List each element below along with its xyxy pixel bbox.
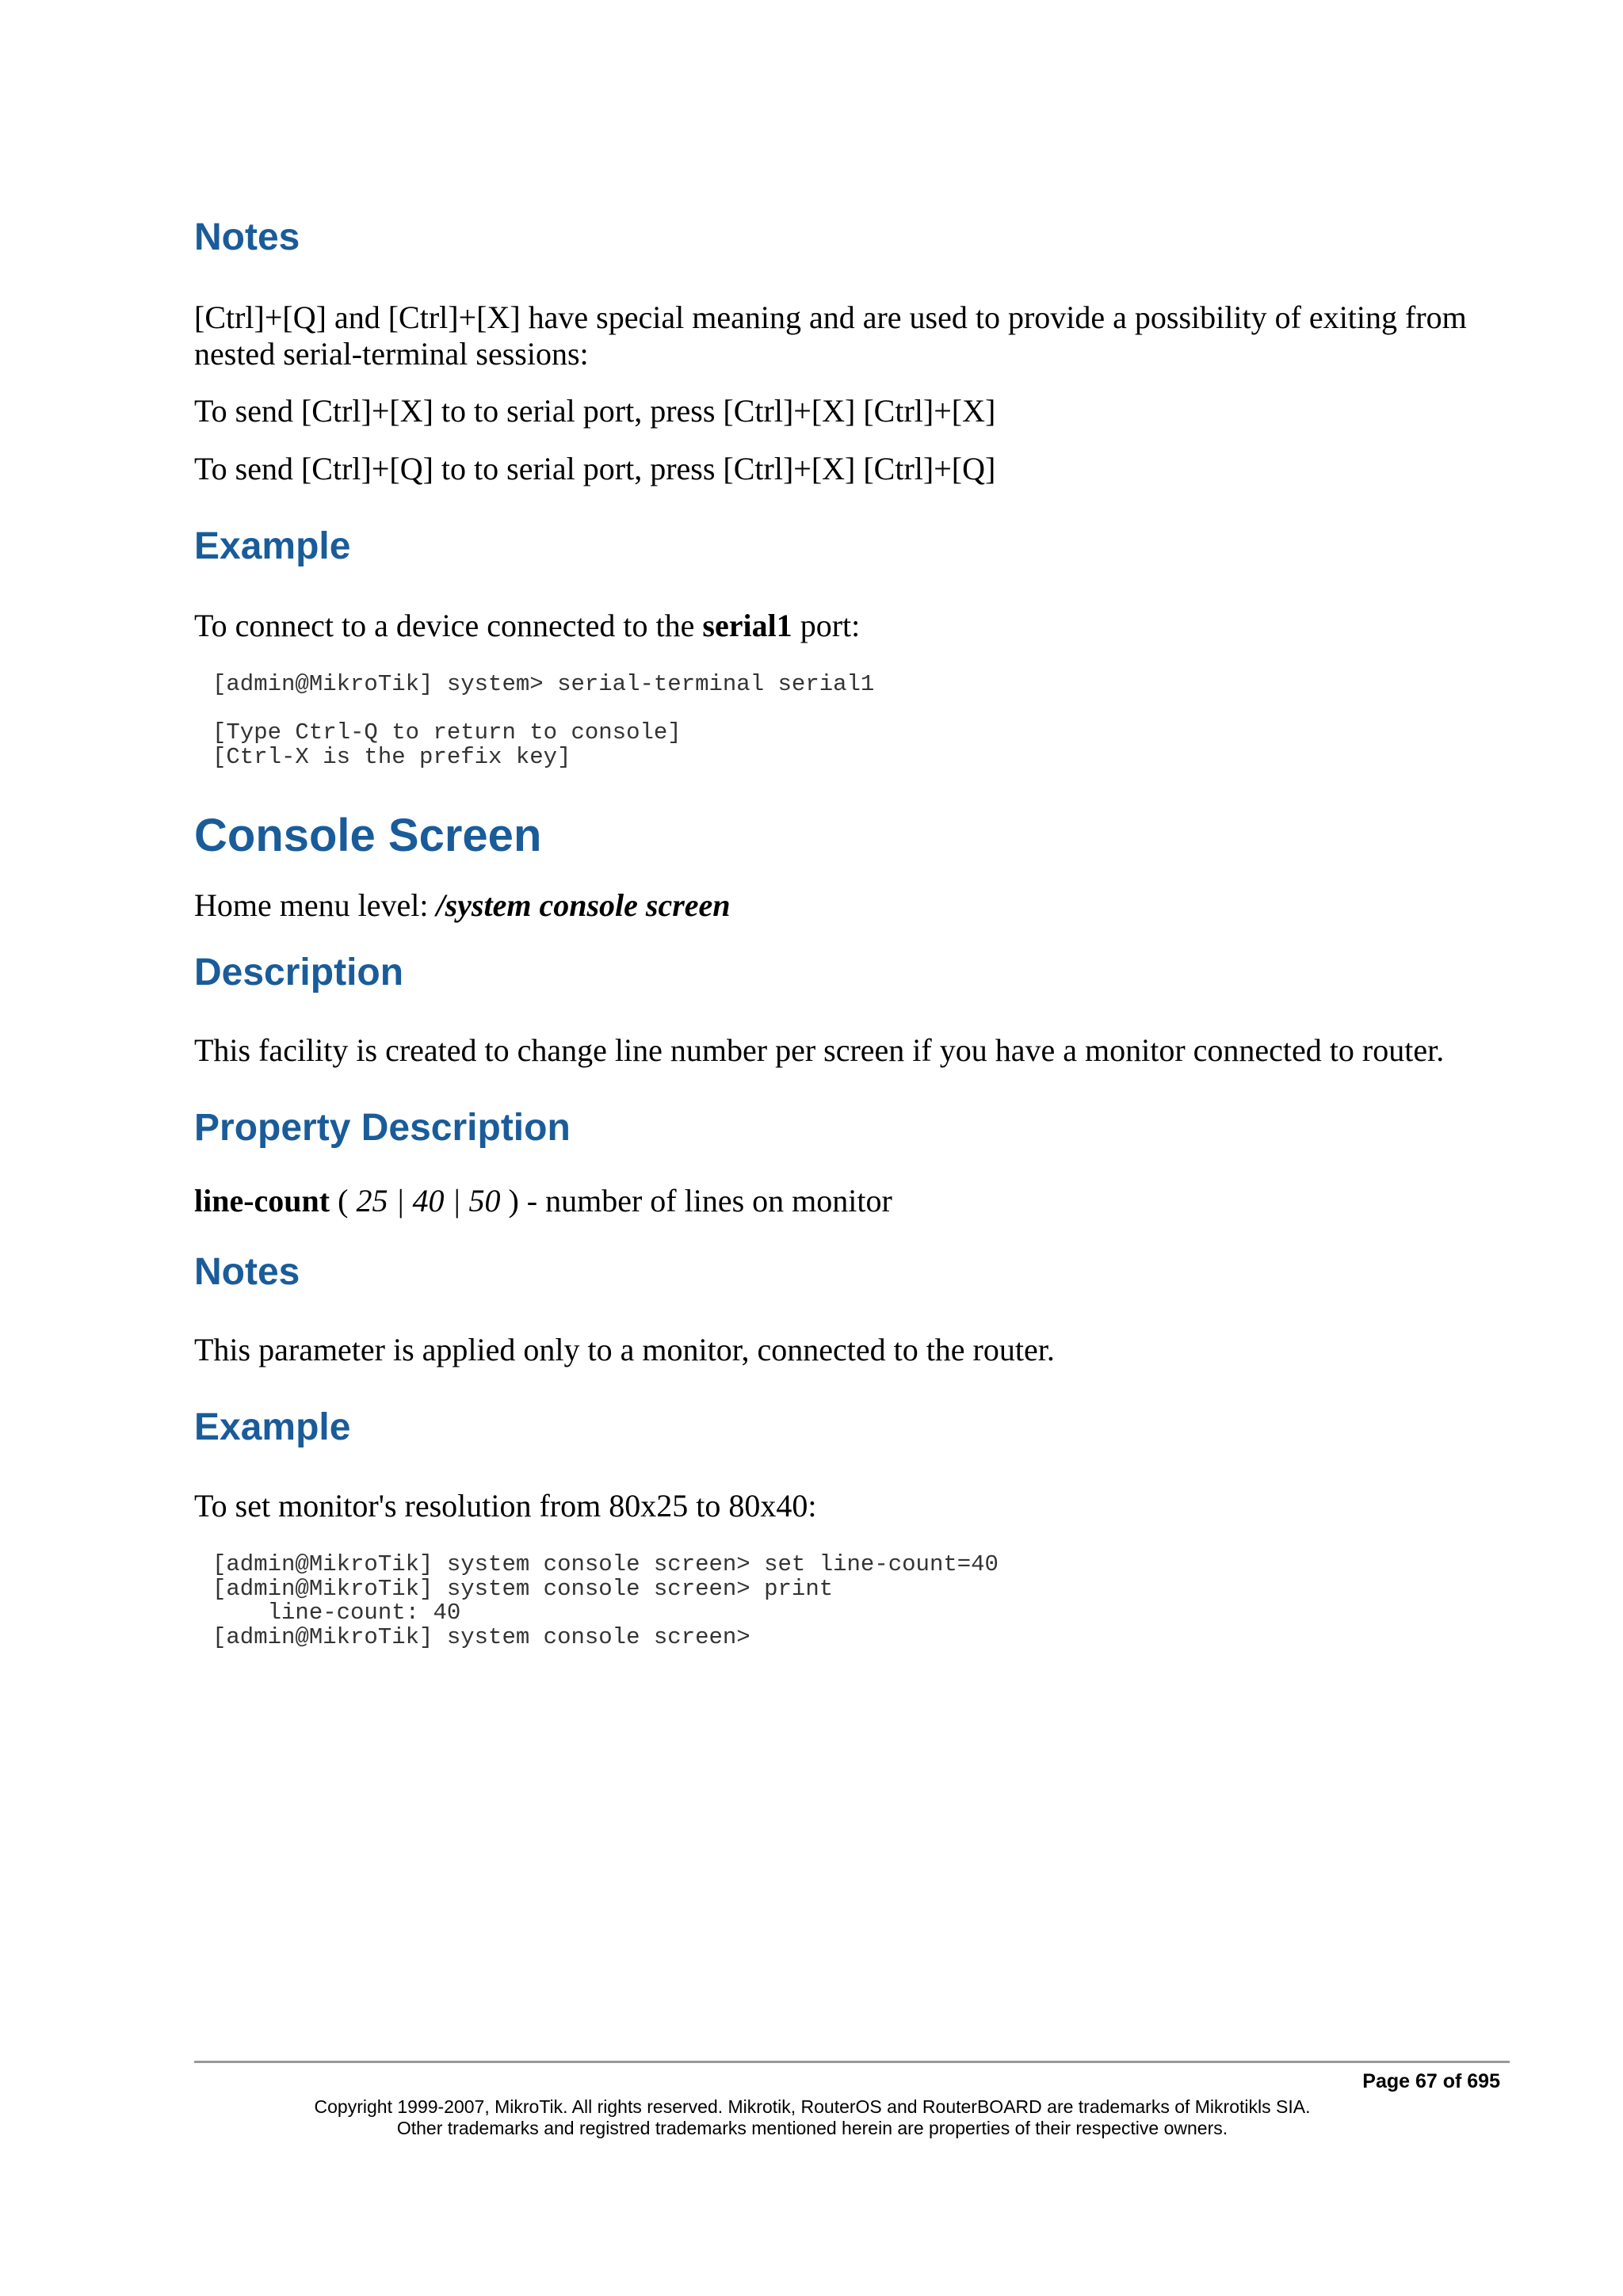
home-menu-path: /system console screen [436,887,731,923]
notes-heading-2: Notes [194,1251,300,1293]
code-block-console-screen: [admin@MikroTik] system console screen> set line-count=40 [admin@MikroTik] system console screen> print line-count: 40 [admin@MikroTik] system console screen> [212,1551,999,1650]
notes-text-2: This parameter is applied only to a monitor, connected to the router. [194,1332,1055,1367]
property-open-paren: ( [330,1183,357,1219]
copyright-line-1: Copyright 1999-2007, MikroTik. All rights reserved. Mikrotik, RouterOS and RouterBOARD are trademarks of Mikrotikls SIA. [314,2096,1311,2117]
property-description-heading: Property Description [194,1107,571,1149]
notes-heading: Notes [194,216,300,258]
property-description-text: ) - number of lines on monitor [500,1183,892,1219]
example-intro-2: To set monitor's resolution from 80x25 to 80x40: [194,1488,817,1524]
home-menu-label: Home menu level: [194,887,437,923]
property-line-count [194,1183,1526,1219]
example-intro-text: To connect to a device connected to the [194,608,703,643]
property-values: 25 | 40 | 50 [356,1183,501,1219]
serial-port-name: serial1 [702,608,792,643]
description-text: This facility is created to change line number per screen if you have a monitor connected to router. [194,1032,1445,1068]
notes-paragraph-2: To send [Ctrl]+[X] to to serial port, press [Ctrl]+[X] [Ctrl]+[X] [194,393,996,429]
example-intro-suffix: port: [792,608,861,643]
notes-paragraph-1: [Ctrl]+[Q] and [Ctrl]+[X] have special meaning and are used to provide a possibility of exiting from nested serial-terminal sessions: [194,299,1467,372]
page-number: Page 67 of 695 [1362,2070,1500,2092]
notes-paragraph-3: To send [Ctrl]+[Q] to to serial port, press [Ctrl]+[X] [Ctrl]+[Q] [194,451,996,486]
description-heading: Description [194,952,404,994]
property-name: line-count [194,1183,330,1219]
example-heading-2: Example [194,1406,351,1448]
section-title: Console Screen [194,810,542,861]
code-block-serial-terminal: [admin@MikroTik] system> serial-terminal serial1 [Type Ctrl-Q to return to console] [Ctrl-X is the prefix key] [212,671,875,770]
example-heading: Example [194,525,351,567]
home-menu-level [194,887,1526,924]
footer-divider [194,2061,1510,2063]
copyright-line-2: Other trademarks and registred trademarks mentioned herein are properties of their respective owners. [396,2118,1228,2138]
example-intro [194,608,1526,644]
